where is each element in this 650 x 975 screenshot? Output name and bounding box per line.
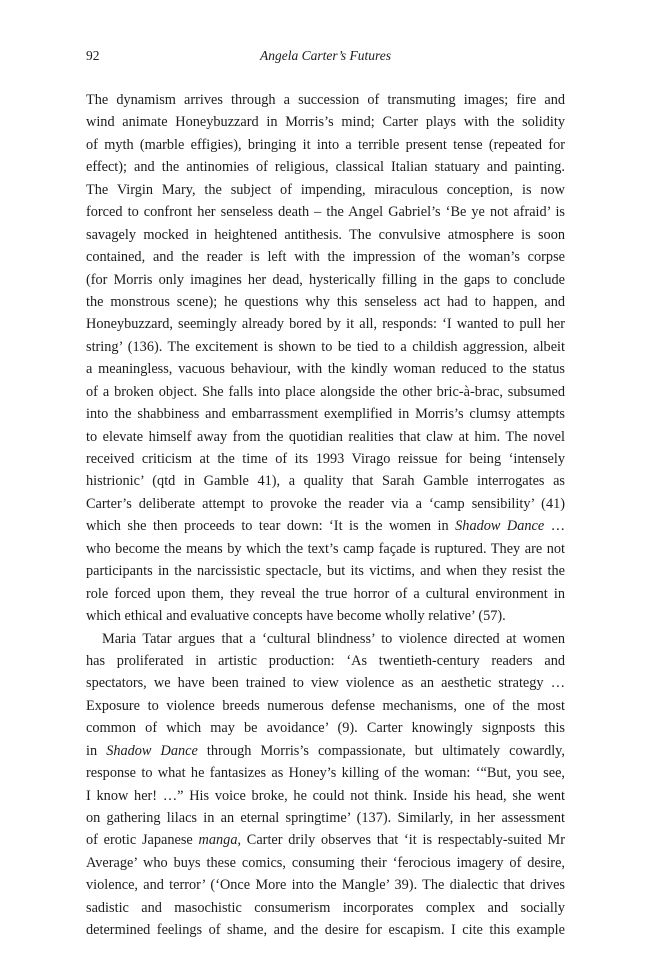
text-line [86,515,565,537]
text-line: string’ (136). The excitement is shown to be tied to a childish aggression, albeit [86,338,565,355]
text-line: common of which may be avoidance’ (9). Carter knowingly signposts this [86,720,565,737]
text-line: of a broken object. She falls into place alongside the other bric-à-brac, subsumed [86,383,565,400]
text-line: into the shabbiness and embarrassment exemplified in Morris’s clumsy attempts [86,406,565,423]
text-line: determined feelings of shame, and the desire for escapism. I cite this example [86,922,565,939]
text-line: (for Morris only imagines her dead, hysterically filling in the gaps to conclude [86,271,565,288]
text-line: who become the means by which the text’s camp façade is ruptured. They are not [86,540,565,557]
text-run: … [544,518,565,535]
text-line: Honeybuzzard, seemingly already bored by it all, responds: ‘I wanted to pull her [86,316,565,333]
text-line: contained, and the reader is left with the impression of the woman’s corpse [86,249,565,266]
text-line: received criticism at the time of its 1993 Virago reissue for being ‘intensely [86,451,565,467]
text-run: in [86,742,107,759]
text-line: on gathering lilacs in an eternal springtime’ (137). Similarly, in her assessment [86,810,565,826]
text-line: violence, and terror’ (‘Once More into the Mangle’ 39). The dialectic that drives [86,877,565,894]
text-line: the monstrous scene); he questions why this senseless act had to happen, and [86,293,565,310]
page-number: 92 [86,48,100,63]
text-line [86,740,565,762]
text-line: participants in the narcissistic spectacle, but its victims, and when they resist the [86,563,565,580]
text-line: has proliferated in artistic production: ‘As twentieth-century readers and [86,652,565,669]
text-line: to elevate himself away from the quotidian realities that claw at him. The novel [86,428,565,445]
text-line: savagely mocked in heightened antithesis. The convulsive atmosphere is soon [86,226,565,243]
text-line: spectators, we have been trained to view violence as an aesthetic strategy … [86,675,565,692]
italic-term: manga [198,832,238,849]
text-line: a meaningless, vacuous behaviour, with the kindly woman reduced to the status [86,361,565,378]
text-line: Maria Tatar argues that a ‘cultural blindness’ to violence directed at women [102,630,565,647]
italic-title: Shadow Dance [106,742,198,759]
text-line: role forced upon them, they reveal the true horror of a cultural environment in [86,585,565,602]
text-line: The Virgin Mary, the subject of impending, miraculous conception, is now [86,181,565,198]
text-line: The dynamism arrives through a succession of transmuting images; fire and [86,92,565,108]
italic-title: Shadow Dance [455,518,545,535]
book-title: Angela Carter’s Futures [260,48,391,63]
running-head [86,46,565,66]
text-line: Average’ who buys these comics, consuming their ‘ferocious imagery of desire, [86,854,565,871]
text-line: sadistic and masochistic consumerism incorporates complex and socially [86,899,565,916]
text-run: through Morris’s compassionate, but ultimately cowardly, [197,742,565,759]
body-text [86,89,565,942]
text-run: which she then proceeds to tear down: ‘It is the women in [86,518,456,535]
text-run: , Carter drily observes that ‘it is respectably-suited Mr [237,832,566,849]
paragraph-2 [86,628,565,942]
text-line: I know her! …” His voice broke, he could not think. Inside his head, she went [86,787,565,804]
text-line [86,829,565,851]
text-line: which ethical and evaluative concepts have become wholly relative’ (57). [86,608,506,625]
text-line: of myth (marble effigies), bringing it into a terrible present tense (repeated for [86,136,565,153]
text-line: effect); and the antinomies of religious, classical Italian statuary and painting. [86,159,565,176]
text-run: of erotic Japanese [86,832,199,849]
paragraph-1 [86,89,565,628]
text-line: histrionic’ (qtd in Gamble 41), a quality that Sarah Gamble interrogates as [86,473,565,490]
text-line: Exposure to violence breeds numerous defense mechanisms, one of the most [86,697,565,714]
text-line: forced to confront her senseless death – the Angel Gabriel’s ‘Be ye not afraid’ is [86,204,565,221]
text-line: Carter’s deliberate attempt to provoke the reader via a ‘camp sensibility’ (41) [86,495,565,512]
text-line: response to what he fantasizes as Honey’s killing of the woman: ‘“But, you see, [86,765,565,782]
text-line: wind animate Honeybuzzard in Morris’s mind; Carter plays with the solidity [86,114,565,131]
